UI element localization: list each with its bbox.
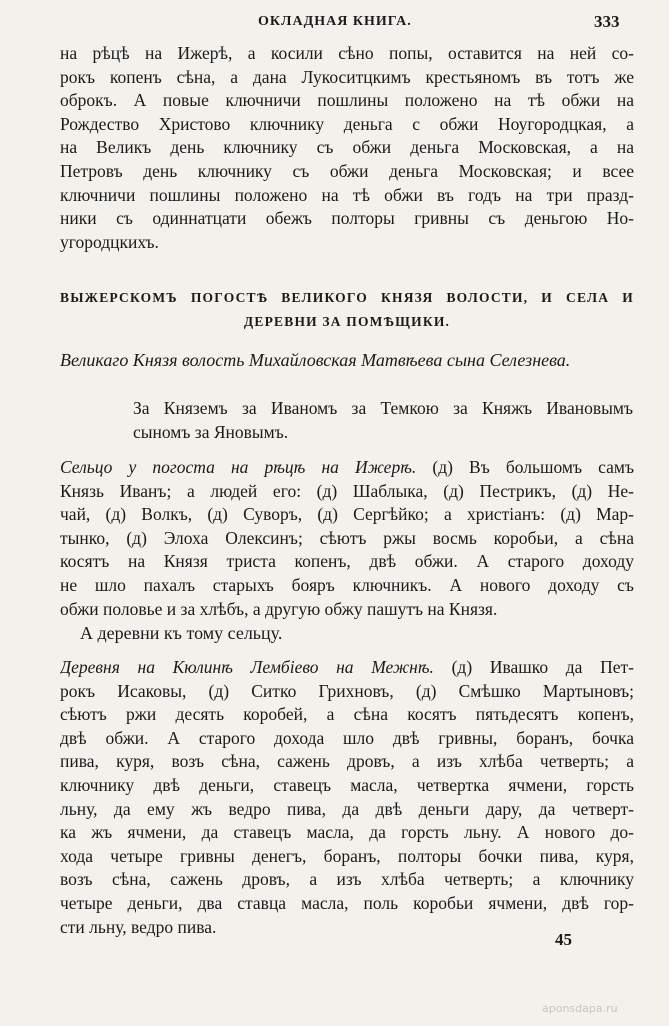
text-line: на рѣцѣ на Ижерѣ, а косили сѣно попы, оставится на ней со- [60, 43, 634, 63]
section-heading [60, 286, 634, 334]
text-line: сѣютъ ржи десять коробей, а сѣна косятъ пятьдесятъ копенъ, [60, 704, 634, 725]
text-line: не шло пахалъ старыхъ бояръ ключникъ. А нового доходу съ [60, 574, 634, 595]
text-line: Рождество Христово ключнику деньга с обжи Ноугородцкая, а [60, 113, 634, 134]
heading-line: ВЫЖЕРСКОМЪ ПОГОСТѢ ВЕЛИКОГО КНЯЗЯ ВОЛОСТИ, И СЕЛА И [60, 290, 634, 305]
text-line: косятъ на Князя триста копенъ, двѣ обжи. А старого доходу [60, 551, 634, 572]
village-name: Сельцо у погоста на рѣцѣ на Ижерѣ. [60, 457, 417, 477]
text-line: пива, куря, возъ сѣна, сажень дровъ, а изъ хлѣба четверть; а [60, 751, 634, 772]
watermark: aponsdapa.ru [542, 1002, 618, 1015]
text-line: хода четыре гривны денегъ, боранъ, полторы бочки пива, куря, [60, 845, 634, 866]
text-line: ники съ одиннатцати обежъ полторы гривны съ деньгою Но- [60, 208, 634, 229]
signature-mark: 45 [555, 930, 572, 949]
grant-entry [133, 397, 633, 444]
running-title: ОКЛАДНАЯ КНИГА. [258, 14, 412, 29]
text-line: сти льну, ведро пива. [60, 916, 217, 937]
village-name: Деревня на Кюлинѣ Лембіево на Межнѣ. [60, 657, 434, 677]
text-line: ключнику двѣ деньги, ставецъ масла, четвертка ячмени, горсть [60, 774, 634, 795]
village-subheading: А деревни къ тому сельцу. [80, 623, 283, 643]
text-line: оброкъ. А повые ключничи пошлины положено на тѣ обжи на [60, 90, 634, 111]
text-line: сыномъ за Яновымъ. [133, 421, 289, 442]
text-line: Петровъ день ключнику съ обжи деньга Московская; и всее [60, 160, 634, 181]
village-entry-2 [60, 656, 634, 939]
paragraph-1 [60, 42, 634, 254]
text-line: чай, (д) Волкъ, (д) Суворъ, (д) Сергѣйко; а христіанъ: (д) Мар- [60, 504, 634, 525]
text-line: двѣ обжи. А старого дохода шло двѣ гривны, боранъ, бочка [60, 727, 634, 748]
text-line: тынко, (д) Элоха Олексинъ; сѣютъ ржы восмь коробьи, а сѣна [60, 527, 634, 548]
text-line [60, 456, 634, 480]
page-header [0, 8, 669, 36]
text-line: рокъ копенъ сѣна, а дана Лукоситцкимъ крестьяномъ въ тотъ же [60, 66, 634, 87]
subheading: Великаго Князя волость Михайловская Матвѣева сына Селезнева. [60, 350, 571, 370]
text-line: рокъ Исаковы, (д) Ситко Грихновъ, (д) Смѣшко Мартыновъ; [60, 680, 634, 701]
text-fragment: (д) Въ большомъ самъ [416, 457, 634, 477]
text-line: на Великъ день ключнику съ обжи деньга Московская, а на [60, 137, 634, 158]
text-line: льну, да ему жъ ведро пива, да двѣ деньги дару, да четверт- [60, 798, 634, 819]
text-line: четыре деньги, два ставца масла, поль коробьи ячмени, двѣ гор- [60, 892, 634, 913]
heading-line: ДЕРЕВНИ ЗА ПОМѢЩИКИ. [243, 314, 451, 329]
text-line: возъ сѣна, сажень дровъ, а изъ хлѣба четверть; а ключнику [60, 869, 634, 890]
text-line: Князь Иванъ; а людей его: (д) Шаблыка, (д) Пестрикъ, (д) Не- [60, 480, 634, 501]
text-line: За Княземъ за Иваномъ за Темкою за Княжъ Ивановымъ [133, 398, 633, 418]
text-fragment: (д) Ивашко да Пет- [433, 657, 634, 677]
text-line: ка жъ ячмени, да ставецъ масла, да горсть льну. А нового до- [60, 822, 634, 843]
page-number: 333 [594, 12, 620, 31]
text-line [60, 656, 634, 680]
text-line: ключничи пошлины положено на тѣ обжи въ годъ на три празд- [60, 184, 634, 205]
village-entry [60, 456, 634, 621]
text-line: обжи половье и за хлѣбъ, а другую обжу пашутъ на Князя. [60, 598, 498, 619]
text-line: угородцкихъ. [60, 231, 159, 252]
